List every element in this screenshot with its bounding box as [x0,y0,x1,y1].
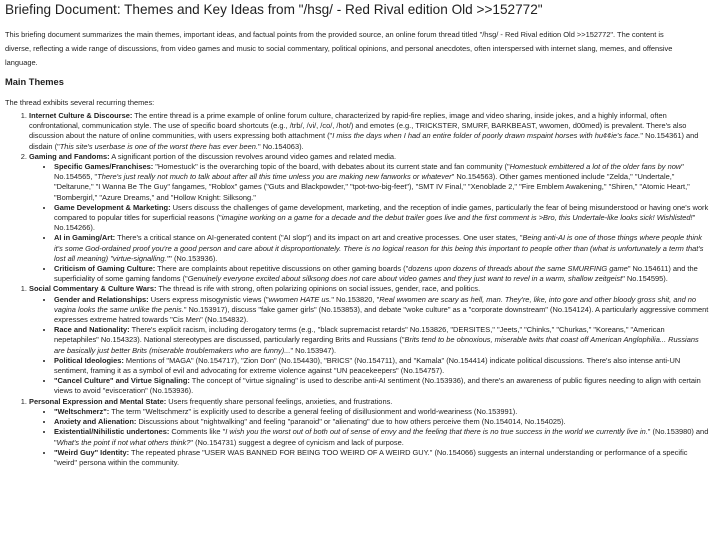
theme-title: Internet Culture & Discourse: [29,111,133,120]
sub-item-text: " No.154595). [622,274,668,284]
sub-item [54,264,709,284]
sub-item-title: Game Development & Marketing: [54,202,171,212]
gaming-sublist [29,162,709,284]
sub-item-text: The concept of "virtue signaling" is used to describe anti-AI sentiment (No.153936), and there's an awareness of public figures needing to align with certain views to avoid "evisceration" (No.153936). [54,376,701,396]
sub-item [54,407,709,417]
sub-item-text: Discussions about "nightwalking" and feeling "paranoid" or "alienating" due to how others perceive them (No.154014, No.154025). [136,417,566,427]
sub-item-text: " No.153820, " [331,294,380,304]
themes-list-2 [0,284,709,396]
sub-item [54,417,709,427]
themes-body [0,111,709,468]
sub-item-text: There's a critical stance on AI-generated content ("AI slop") and its impact on art and creative processes. One user states, " [115,233,523,243]
sub-item-quote: There's just really not much to talk about after all this time unless you are making new fanworks or whatever [97,172,452,182]
sub-item-text: Users express misogynistic views (" [148,294,269,304]
sub-item-title: "Weird Guy" Identity: [54,447,130,457]
sub-item-text: " (No.153980) and " [54,427,709,447]
sub-item [54,448,709,468]
theme-title: Social Commentary & Culture Wars: [29,284,157,294]
sub-item-text: " No.154565, " [54,162,684,182]
sub-item [54,356,709,376]
sub-item-text: Mentions of "MAGA" (No.154717), "Zion Don" (No.154430), "BRICS" (No.154711), and "Kamala" (No.154414) indicate political discussions. There's also intense anti-UN sentiment, framing it as a symbol of evil and advocating for extreme violence against "UN peacekeepers" (No.154757). [54,355,681,376]
sub-item [54,325,709,356]
intro-paragraph: This briefing document summarizes the main themes, important ideas, and factual points from the provided source, an online forum thread titled "/hsg/ - Red Rival edition Old >>152772". The content is diverse, reflecting a wide range of discussions, from video games and music to social commentary, political opinions, and personal anecdotes, often interspersed with internet slang, memes, and offensive language. [5,30,673,68]
sub-item-title: Specific Games/Franchises: [54,162,154,172]
sub-item-text: " (No.153936). [169,253,218,263]
sub-item-title: Existential/Nihilistic undertones: [54,427,170,437]
theme-title: Personal Expression and Mental State: [29,396,167,406]
sub-item-text: " No.154563). Other games mentioned include "Zelda," "Undertale," "Deltarune," "I Wanna Be The Guy" fangames, "Roblox" games ("Guts and Blackpowder," "tpot-two-big-feet"), "SMT IV Final," "Xenoblade 2," "Fire Emblem Awakening," "Shiren," "Atomic Heart," "Bombergirl," "Azure Dreams," and "Hollow Knight: Silksong." [54,172,690,202]
sub-item [54,295,709,326]
theme-gaming: 2. Gaming and Fandoms: A significant portion of the discussion revolves around video games and related media. • Specific Games/Franchises: "Homestuck" is the overarching topic of the board, with debates about its current state and fan community ("Homestuck embittered a lot of the older fans by now" No.154565, "There's just really not much to talk about after all this time unless you are making new fanworks or whatever" No.154563). Other games mentioned include "Zelda," "Undertale," "Deltarune," "I Wanna Be The Guy" fangames, "Roblox" games ("Guts and Blackpowder," "tpot-two-big-feet"), "SMT IV Final," "Xenoblade 2," "Fire Emblem Awakening," "Shiren," "Atomic Heart," "Bombergirl," "Azure Dreams," and "Hollow Knight: Silksong." • Game Development & Marketing: Users discuss the challenges of game development, marketing, and the reception of indie games, particularly the fear of being misunderstood or having one's work compared to popular titles for superficial reasons ("imagine working on a game for a decade and the debut trailer goes live and the first comment is >Bro, this Undertale-like looks sick! Wishlisted!" No.154266). • AI in Gaming/Art: There's a critical stance on AI-generated content ("AI slop") and its impact on art and creative processes. One user states, "Being anti-AI is one of those things where people think it's some God-ordained proof you're a good person and care about it disproportionately. There is no logical reason for this being this important to people other than (what is unfortunately a term that's lost all meaning) "virtue-signalling."" (No.153936). • Criticism of Gaming Culture: There are complaints about repetitive discussions on other gaming boards ("dozens upon dozens of threads about the same SMURFING game" No.154611) and the superficiality of some gaming fandoms ("Genuinely everyone excited about silksong does not care about video games and they just want to revel in a warm, shallow zeitgeist" No.154595). [29,152,709,285]
sub-item-text: " (No.154731) suggest a degree of cynicism and lack of purpose. [190,437,404,447]
sub-item-title: Political Ideologies: [54,355,124,365]
sub-item-text: "Homestuck" is the overarching topic of the board, with debates about its current state and fan community (" [153,162,510,172]
sub-item [54,427,709,447]
main-themes-heading: Main Themes [5,77,64,87]
sub-item-text: Comments like " [169,427,226,437]
sub-item-quote: dozens upon dozens of threads about the same SMURFING game [408,264,628,274]
sub-item-quote: Being anti-AI is one of those things where people think it's some God-ordained proof you're a good person and care about it disproportionately. There is no logical reason for this being this important to people other than (what is unfortunately a term that's lost all meaning) "virtue-signalling." [54,233,704,263]
sub-item-text: " No.154611) and the superficiality of some gaming fandoms (" [54,264,698,284]
sub-item-title: AI in Gaming/Art: [54,233,116,243]
sub-item-text: The term "Weltschmerz" is explicitly used to describe a general feeling of disillusionment and world-weariness (No.153991). [109,406,518,416]
sub-item-title: Gender and Relationships: [54,294,149,304]
sub-item-quote: Homestuck embittered a lot of the older fans by now [509,162,682,172]
sub-item [54,162,709,203]
sub-item-quote: Genuinely everyone excited about silksong does not care about video games and they just want to revel in a warm, shallow zeitgeist [187,274,623,284]
sub-item-text: " No.153917), discuss "fake gamer girls" (No.153853), and debate "woke culture" as a "corporate downstream" (No.154124). A particularly aggressive comment expresses extreme hatred towards "Cis Men" (No.154832). [54,304,709,325]
theme-personal-expression: 1. Personal Expression and Mental State: Users frequently share personal feelings, anxieties, and frustrations. • "Weltschmerz": The term "Weltschmerz" is explicitly used to describe a general feeling of disillusionment and world-weariness (No.153991). • Anxiety and Alienation: Discussions about "nightwalking" and feeling "paranoid" or "alienating" due to how others perceive them (No.154014, No.154025). • Existential/Nihilistic undertones: Comments like "I wish you the worst out of both out of sense of envy and the feeling that there is no true success in the world we currently live in." (No.153980) and "What's the point if not what others think?" (No.154731) suggest a degree of cynicism and lack of purpose. • "Weird Guy" Identity: The repeated phrase "USER WAS BANNED FOR BEING TOO WEIRD OF A WEIRD GUY." (No.154066) suggests an internal understanding or performance of a specific "weird" persona within the community. [29,397,709,468]
themes-list-1 [0,111,709,284]
sub-item-text: " No.154266). [54,213,696,233]
sub-item [54,233,709,264]
sub-item-quote: imagine working on a game for a decade and the debut trailer goes live and the first comment is >Bro, this Undertale-like looks sick! Wishlisted! [221,213,693,223]
sub-item-text: Users discuss the challenges of game development, marketing, and the reception of indie games, particularly the fear of being misunderstood or having one's work compared to popular titles for superficial reasons (" [54,202,709,223]
themes-list-3 [0,396,709,468]
sub-item-title: "Cancel Culture" and Virtue Signaling: [54,376,190,386]
sub-item-text: There are complaints about repetitive discussions on other gaming boards (" [155,264,409,274]
document-title: Briefing Document: Themes and Key Ideas from "/hsg/ - Red Rival edition Old >>152772" [5,2,543,17]
sub-item [54,376,709,396]
sub-item-title: Race and Nationality: [54,325,130,335]
sub-item-quote: What's the point if not what others think? [56,437,191,447]
sub-item-quote: wwomen HATE us. [268,294,332,304]
theme-title: Gaming and Fandoms: [29,151,110,161]
sub-item-title: Criticism of Gaming Culture: [54,264,156,274]
social-sublist [29,295,709,397]
personal-sublist [29,407,709,468]
theme-social-commentary: 1. Social Commentary & Culture Wars: The thread is rife with strong, often polarizing opinions on social issues, gender, race, and politics. • Gender and Relationships: Users express misogynistic views ("wwomen HATE us." No.153820, "Real wwomen are scary as hell, man. They're, like, into gore and other bloody gross shit, and no vagina looks the same unlike the penis." No.153917), discuss "fake gamer girls" (No.153853), and debate "woke culture" as a "corporate downstream" (No.154124). A particularly aggressive comment expresses extreme hatred towards "Cis Men" (No.154832). • Race and Nationality: There's explicit racism, including derogatory terms (e.g., "black supremacist retards" No.153826, "DERSITES," "Jeets," "Chinks," "Churkas," "Koreans," "American nepetaphiles" No.154323). National stereotypes are discussed, particularly regarding Brits and Russians ("Brits tend to be obnoxious, miserable twits that coast off American Anglophilia... Russians are basically just better Brits (miserable troublemakers who are funny)..." No.153947). • Political Ideologies: Mentions of "MAGA" (No.154717), "Zion Don" (No.154430), "BRICS" (No.154711), and "Kamala" (No.154414) indicate political discussions. There's also intense anti-UN sentiment, framing it as a symbol of evil and advocating for extreme violence against "UN peacekeepers" (No.154757). • "Cancel Culture" and Virtue Signaling: The concept of "virtue signaling" is used to describe anti-AI sentiment (No.153936), and there's an awareness of public figures needing to align with certain views to avoid "evisceration" (No.153936). [29,284,709,396]
sub-item-text: There's explicit racism, including derogatory terms (e.g., "black supremacist retards" No.153826, "DERSITES," "Jeets," "Chinks," "Churkas," "Koreans," "American nepetaphiles" No.154323). National stereotypes are discussed, particularly regarding Brits and Russians (" [54,325,665,345]
sub-item-title: Anxiety and Alienation: [54,417,137,427]
sub-item-quote: I wish you the worst out of both out of sense of envy and the feeling that there is no true success in the world we currently live in. [225,427,648,437]
sub-item-text: The repeated phrase "USER WAS BANNED FOR BEING TOO WEIRD OF A WEIRD GUY." (No.154066) suggests an internal understanding or performance of a specific "weird" persona within the community. [54,447,688,467]
sub-item-quote: Real wwomen are scary as hell, man. They're, like, into gore and other bloody gross shit, and no vagina looks the same unlike the penis. [54,294,697,314]
theme-internet-culture: 1. Internet Culture & Discourse: The entire thread is a prime example of online forum culture, characterized by rapid-fire replies, image and video sharing, inside jokes, and a highly informal, often confrontational, communication style. The use of specific board shortcuts (e.g., /trb/, /vi/, /co/, /hot/) and emotes (e.g., TRICKSTER, SMURF, BARKBEAST, wwomen, d00med) is prevalent. There's also discussion about the nature of online communities, with users expressing both attachment ("I miss the days when I had an entire folder of poorly drawn mspaint horses with hu¢¢ie's face." No.154361) and disdain ("This site's userbase is one of the worst there has ever been." No.154063). [29,111,709,152]
themes-lead: The thread exhibits several recurring themes: [5,98,155,107]
sub-item-text: " No.153947). [290,345,337,355]
sub-item [54,203,709,234]
sub-item-quote: Brits tend to be obnoxious, miserable twits that coast off American Anglophilia... Russians are basically just better Brits (miserable troublemakers who are funny)... [54,335,699,355]
sub-item-title: "Weltschmerz": [54,406,110,416]
